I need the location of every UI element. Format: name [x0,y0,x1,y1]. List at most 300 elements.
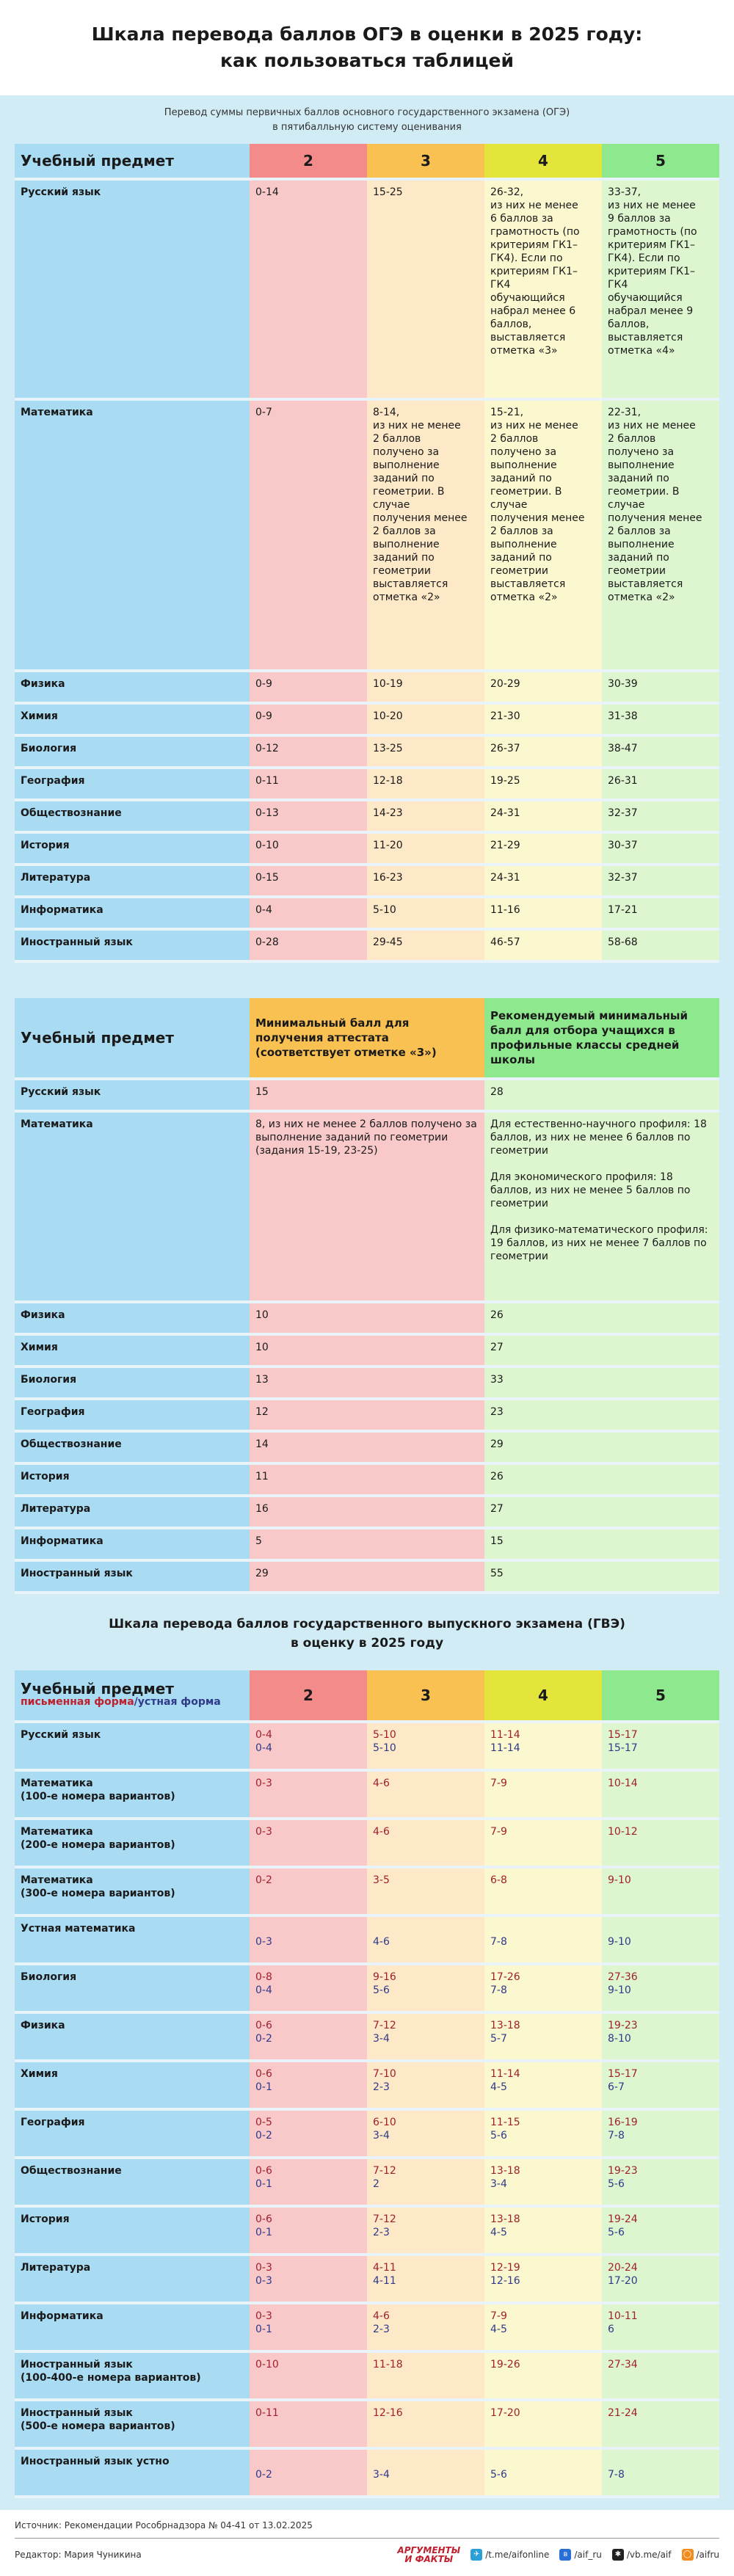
recommended-score-cell: 29 [484,1431,719,1463]
grade-2-cell: 0-7 [250,399,367,671]
form-separator: / [134,1696,138,1708]
grade-4-cell [484,1819,602,1867]
grade-2-cell: 0-12 [250,735,367,768]
col-header-subject: Учебный предмет [15,998,250,1079]
form-legend [21,1695,244,1709]
written-score: 12-19 [490,2262,520,2274]
telegram-icon: ✈ [470,2549,482,2561]
written-score: 7-12 [373,2020,396,2031]
subject-cell: История [15,1463,250,1496]
grade-4-cell [484,1915,602,1964]
subject-cell: Физика [15,2012,250,2061]
grade-3-cell: 10-19 [367,671,484,703]
grade-4-cell [484,2012,602,2061]
grade-3-cell [367,2206,484,2255]
written-score: 5-10 [373,1729,396,1741]
dzen-icon: ✱ [612,2549,624,2561]
logo-line-1: АРГУМЕНТЫ [397,2545,461,2555]
gve-grade-table [15,1670,719,2498]
recommended-score-cell: Для естественно-научного профиля: 18 баллов, из них не менее 6 баллов по геометрии Для экономического профиля: 18 баллов, из них не менее 5 баллов по геометрии Для физико-математического профиля: 19 баллов, из них не менее 7 баллов по геометрии [484,1111,719,1302]
subject-cell: Обществознание [15,800,250,832]
grade-3-cell [367,1819,484,1867]
written-score: 27-36 [608,1971,638,1983]
written-score: 0-3 [255,2262,272,2274]
table-row [15,1560,719,1593]
recommended-score-cell: 27 [484,1496,719,1528]
table-row [15,1367,719,1399]
oral-score: 4-5 [490,2227,507,2238]
grade-3-cell [367,2061,484,2109]
grade-3-cell [367,2158,484,2206]
table-row [15,1819,719,1867]
table-row [15,1964,719,2012]
min-score-cell: 29 [250,1560,484,1593]
min-score-table [15,998,719,1594]
col-header-subject-label: Учебный предмет [21,1680,174,1698]
oral-score: 0-4 [255,1984,272,1996]
written-score: 10-12 [608,1826,638,1838]
oral-score: 3-4 [490,2178,507,2190]
table-row [15,179,719,399]
oral-score: 9-10 [608,1984,631,1996]
oral-score: 9-10 [608,1936,631,1948]
grade-5-cell [602,1722,719,1770]
written-score: 12-16 [373,2407,403,2419]
written-score: 13-18 [490,2165,520,2177]
oral-score: 3-4 [373,2469,390,2481]
written-score [608,2455,713,2468]
written-score: 0-3 [255,1826,272,1838]
written-score: 13-18 [490,2020,520,2031]
social-label: /t.me/aifonline [485,2550,550,2560]
grade-3-cell: 5-10 [367,897,484,929]
grade-2-cell: 0-11 [250,768,367,800]
written-score: 7-9 [490,2310,507,2322]
grade-5-cell [602,1867,719,1915]
social-link-telegram[interactable] [470,2549,549,2561]
table-row [15,2303,719,2351]
table-row [15,1079,719,1111]
table-row [15,399,719,671]
min-score-cell: 14 [250,1431,484,1463]
written-score: 0-2 [255,1874,272,1886]
oge-table-body [15,179,719,961]
recommended-score-cell: 27 [484,1334,719,1367]
min-score-cell: 5 [250,1528,484,1560]
min-score-cell: 16 [250,1496,484,1528]
min-score-cell: 10 [250,1302,484,1334]
grade-4-cell: 21-30 [484,703,602,735]
grade-5-cell [602,2255,719,2303]
grade-3-cell: 14-23 [367,800,484,832]
grade-3-cell: 8-14, из них не менее 2 баллов получено за выполнение заданий по геометрии. В случае получения менее 2 баллов за выполнение заданий по геометрии выставляется отметка «2» [367,399,484,671]
title-line-1: Шкала перевода баллов ОГЭ в оценки в 2025 году: [91,23,643,45]
grade-5-cell [602,2061,719,2109]
table-row [15,735,719,768]
oral-score: 0-2 [255,2130,272,2142]
written-score [490,1922,596,1935]
grade-5-cell [602,1915,719,1964]
written-score: 4-6 [373,2310,390,2322]
written-score: 0-6 [255,2165,272,2177]
written-score: 4-11 [373,2262,396,2274]
written-score: 4-6 [373,1826,390,1838]
oral-score: 0-3 [255,1936,272,1948]
col-header-grade-3: 3 [367,1670,484,1722]
grade-4-cell: 19-25 [484,768,602,800]
oral-score: 8-10 [608,2033,631,2045]
grade-3-cell [367,1722,484,1770]
subject-cell: Биология [15,1964,250,2012]
grade-2-cell [250,1867,367,1915]
grade-2-cell [250,1915,367,1964]
grade-5-cell [602,1964,719,2012]
written-score: 17-20 [490,2407,520,2419]
written-score: 4-6 [373,1778,390,1789]
written-score: 6-8 [490,1874,507,1886]
written-score: 7-9 [490,1778,507,1789]
footer-bottom [15,2539,719,2564]
grade-4-cell: 20-29 [484,671,602,703]
subject-cell: География [15,2109,250,2158]
written-score: 0-11 [255,2407,279,2419]
oral-score: 5-6 [490,2469,507,2481]
written-score: 11-18 [373,2359,403,2371]
grade-2-cell [250,2255,367,2303]
written-score: 11-14 [490,2068,520,2080]
grade-4-cell [484,1964,602,2012]
subject-cell: Химия [15,2061,250,2109]
col-header-subject: Учебный предмет [15,144,250,179]
subject-cell: Иностранный язык (500-е номера вариантов) [15,2400,250,2448]
min-score-cell: 15 [250,1079,484,1111]
grade-4-cell [484,2109,602,2158]
table-row [15,2255,719,2303]
subject-cell: Русский язык [15,1722,250,1770]
written-score: 0-3 [255,1778,272,1789]
written-score [608,1922,713,1935]
grade-4-cell [484,2061,602,2109]
grade-2-cell: 0-4 [250,897,367,929]
col-header-grade-2: 2 [250,144,367,179]
grade-2-cell: 0-28 [250,929,367,961]
gve-table-body [15,1722,719,2497]
oral-score: 2-3 [373,2081,390,2093]
social-link-vk[interactable] [559,2549,602,2561]
oral-score: 4-11 [373,2275,396,2287]
grade-5-cell: 30-37 [602,832,719,865]
oral-score: 5-6 [373,1984,390,1996]
grade-5-cell [602,2109,719,2158]
col-header-grade-2: 2 [250,1670,367,1722]
oral-score: 0-1 [255,2227,272,2238]
written-score: 0-6 [255,2068,272,2080]
oral-score: 2 [373,2178,379,2190]
recommended-score-cell: 33 [484,1367,719,1399]
subject-cell: География [15,1399,250,1431]
grade-2-cell: 0-10 [250,832,367,865]
social-label: /aif_ru [574,2550,602,2560]
grade-5-cell [602,2012,719,2061]
grade-2-cell: 0-9 [250,671,367,703]
min-score-cell: 12 [250,1399,484,1431]
table3-caption-line-1: Шкала перевода баллов государственного выпускного экзамена (ГВЭ) [109,1617,625,1631]
written-score: 10-11 [608,2310,638,2322]
table1-caption [15,95,719,144]
min-score-cell: 10 [250,1334,484,1367]
table-row [15,1528,719,1560]
grade-3-cell [367,2012,484,2061]
written-score [255,2455,361,2468]
grade-3-cell: 29-45 [367,929,484,961]
subject-cell: Биология [15,735,250,768]
grade-4-cell: 26-32, из них не менее 6 баллов за грамотность (по критериям ГК1– ГК4). Если по критериям ГК1– ГК4 обучающийся набрал менее 6 баллов, выставляется отметка «3» [484,179,602,399]
spacer [15,963,719,998]
oral-score: 12-16 [490,2275,520,2287]
subject-cell: Иностранный язык (100-400-е номера вариантов) [15,2351,250,2400]
col-header-recommended-score: Рекомендуемый минимальный балл для отбора учащихся в профильные классы средней школы [484,998,719,1079]
table-row [15,1867,719,1915]
social-label: /vb.me/aif [626,2550,672,2560]
table-row [15,1431,719,1463]
oral-score: 0-4 [255,1742,272,1754]
written-score: 0-8 [255,1971,272,1983]
written-score: 11-14 [490,1729,520,1741]
table3-caption-line-2: в оценку в 2025 году [290,1636,444,1651]
written-score: 16-19 [608,2117,638,2128]
grade-2-cell: 0-14 [250,179,367,399]
grade-2-cell [250,2400,367,2448]
oral-score: 15-17 [608,1742,638,1754]
oral-score: 0-1 [255,2081,272,2093]
written-score: 7-10 [373,2068,396,2080]
grade-2-cell [250,1819,367,1867]
subject-cell: Математика [15,1111,250,1302]
oral-score: 4-5 [490,2081,507,2093]
recommended-score-cell: 55 [484,1560,719,1593]
subject-cell: Русский язык [15,1079,250,1111]
oral-score: 0-1 [255,2324,272,2335]
written-score: 21-24 [608,2407,638,2419]
table-row [15,865,719,897]
oge-grade-table [15,144,719,963]
oral-score: 2-3 [373,2324,390,2335]
table-row [15,2351,719,2400]
subject-cell: Математика [15,399,250,671]
social-link-ok[interactable] [682,2549,720,2561]
social-label: /aifru [696,2550,719,2560]
recommended-score-cell: 15 [484,1528,719,1560]
table-row [15,929,719,961]
grade-3-cell: 16-23 [367,865,484,897]
grade-2-cell [250,1722,367,1770]
grade-3-cell [367,2400,484,2448]
oral-score: 6-7 [608,2081,625,2093]
grade-4-cell [484,1722,602,1770]
grade-4-cell [484,2351,602,2400]
oral-score: 5-6 [490,2130,507,2142]
written-score: 7-9 [490,1826,507,1838]
recommended-score-cell: 26 [484,1463,719,1496]
col-header-grade-4: 4 [484,1670,602,1722]
subject-cell: Иностранный язык устно [15,2448,250,2497]
subject-cell: Литература [15,865,250,897]
oral-form-label: устная форма [137,1696,221,1708]
grade-4-cell [484,2255,602,2303]
subject-cell: Литература [15,2255,250,2303]
grade-3-cell [367,1770,484,1819]
grade-4-cell: 26-37 [484,735,602,768]
grade-3-cell [367,2255,484,2303]
written-score: 0-5 [255,2117,272,2128]
subject-cell: Химия [15,703,250,735]
grade-5-cell: 17-21 [602,897,719,929]
subject-cell: Химия [15,1334,250,1367]
table-row [15,2448,719,2497]
grade-5-cell [602,2351,719,2400]
written-score: 19-24 [608,2213,638,2225]
subject-cell: Обществознание [15,2158,250,2206]
oral-score: 4-6 [373,1936,390,1948]
grade-2-cell [250,2351,367,2400]
grade-4-cell: 24-31 [484,800,602,832]
table-row [15,1496,719,1528]
table-row [15,703,719,735]
grade-2-cell: 0-13 [250,800,367,832]
oral-score: 0-2 [255,2469,272,2481]
subject-cell: Обществознание [15,1431,250,1463]
written-score: 27-34 [608,2359,638,2371]
grade-5-cell [602,2448,719,2497]
subject-cell: Устная математика [15,1915,250,1964]
oral-score: 5-6 [608,2227,625,2238]
page-title [92,21,643,74]
written-score: 3-5 [373,1874,390,1886]
written-score: 7-12 [373,2213,396,2225]
grade-5-cell [602,2206,719,2255]
subject-cell: История [15,2206,250,2255]
table-row [15,2206,719,2255]
grade-3-cell [367,1915,484,1964]
grade-2-cell [250,2109,367,2158]
written-score: 19-26 [490,2359,520,2371]
oral-score: 0-1 [255,2178,272,2190]
table-row [15,1111,719,1302]
oral-score: 3-4 [373,2130,390,2142]
grade-3-cell: 11-20 [367,832,484,865]
grade-3-cell [367,2448,484,2497]
grade-5-cell [602,2303,719,2351]
oral-score: 2-3 [373,2227,390,2238]
min-score-cell: 8, из них не менее 2 баллов получено за выполнение заданий по геометрии (задания 15-19, 23-25) [250,1111,484,1302]
min-score-cell: 11 [250,1463,484,1496]
grade-3-cell: 12-18 [367,768,484,800]
recommended-score-cell: 23 [484,1399,719,1431]
written-score: 0-6 [255,2213,272,2225]
written-score: 9-10 [608,1874,631,1886]
subject-cell: Физика [15,1302,250,1334]
grade-3-cell: 13-25 [367,735,484,768]
recommended-score-cell: 26 [484,1302,719,1334]
written-score: 7-12 [373,2165,396,2177]
grade-4-cell [484,2303,602,2351]
spacer [15,2498,719,2510]
written-score: 13-18 [490,2213,520,2225]
subject-cell: Литература [15,1496,250,1528]
col-header-grade-4: 4 [484,144,602,179]
table-row [15,897,719,929]
table-row [15,832,719,865]
grade-2-cell [250,2448,367,2497]
grade-5-cell: 32-37 [602,800,719,832]
grade-4-cell [484,2206,602,2255]
subject-cell: Русский язык [15,179,250,399]
table-row [15,1770,719,1819]
subject-cell: Биология [15,1367,250,1399]
social-link-dzen[interactable] [612,2549,672,2561]
oral-score: 7-8 [608,2130,625,2142]
written-score: 19-23 [608,2020,638,2031]
oral-score: 5-7 [490,2033,507,2045]
subject-cell: Математика (300-е номера вариантов) [15,1867,250,1915]
grade-3-cell [367,2303,484,2351]
written-score [490,2455,596,2468]
grade-3-cell [367,2109,484,2158]
grade-3-cell [367,2351,484,2400]
grade-5-cell: 38-47 [602,735,719,768]
col-header-min-score: Минимальный балл для получения аттестата (соответствует отметке «3») [250,998,484,1079]
subject-cell: Информатика [15,2303,250,2351]
subject-cell: Иностранный язык [15,929,250,961]
grade-2-cell [250,2303,367,2351]
written-score: 11-15 [490,2117,520,2128]
written-score: 15-17 [608,1729,638,1741]
oral-score: 17-20 [608,2275,638,2287]
title-line-2: как пользоваться таблицей [219,50,514,71]
written-score [255,1922,361,1935]
grade-3-cell: 15-25 [367,179,484,399]
grade-5-cell [602,2158,719,2206]
grade-2-cell [250,1770,367,1819]
grade-4-cell: 24-31 [484,865,602,897]
table-row [15,2400,719,2448]
table-row [15,1334,719,1367]
written-score: 0-10 [255,2359,279,2371]
grade-4-cell: 15-21, из них не менее 2 баллов получено за выполнение заданий по геометрии. В случае получения менее 2 баллов за выполнение заданий по геометрии выставляется отметка «2» [484,399,602,671]
table-row [15,2109,719,2158]
grade-2-cell [250,2206,367,2255]
written-score: 9-16 [373,1971,396,1983]
grade-2-cell [250,2061,367,2109]
grade-5-cell: 58-68 [602,929,719,961]
table1-caption-line-2: в пятибалльную систему оценивания [272,122,462,133]
min-score-table-body [15,1079,719,1593]
subject-cell: Физика [15,671,250,703]
subject-cell: Информатика [15,897,250,929]
written-score: 0-4 [255,1729,272,1741]
written-score: 10-14 [608,1778,638,1789]
subject-cell: Математика (100-е номера вариантов) [15,1770,250,1819]
written-score: 17-26 [490,1971,520,1983]
written-score: 19-23 [608,2165,638,2177]
grade-4-cell: 11-16 [484,897,602,929]
subject-cell: Иностранный язык [15,1560,250,1593]
grade-5-cell: 30-39 [602,671,719,703]
subject-cell: Математика (200-е номера вариантов) [15,1819,250,1867]
oral-score: 3-4 [373,2033,390,2045]
subject-cell: Информатика [15,1528,250,1560]
oral-score: 6 [608,2324,614,2335]
